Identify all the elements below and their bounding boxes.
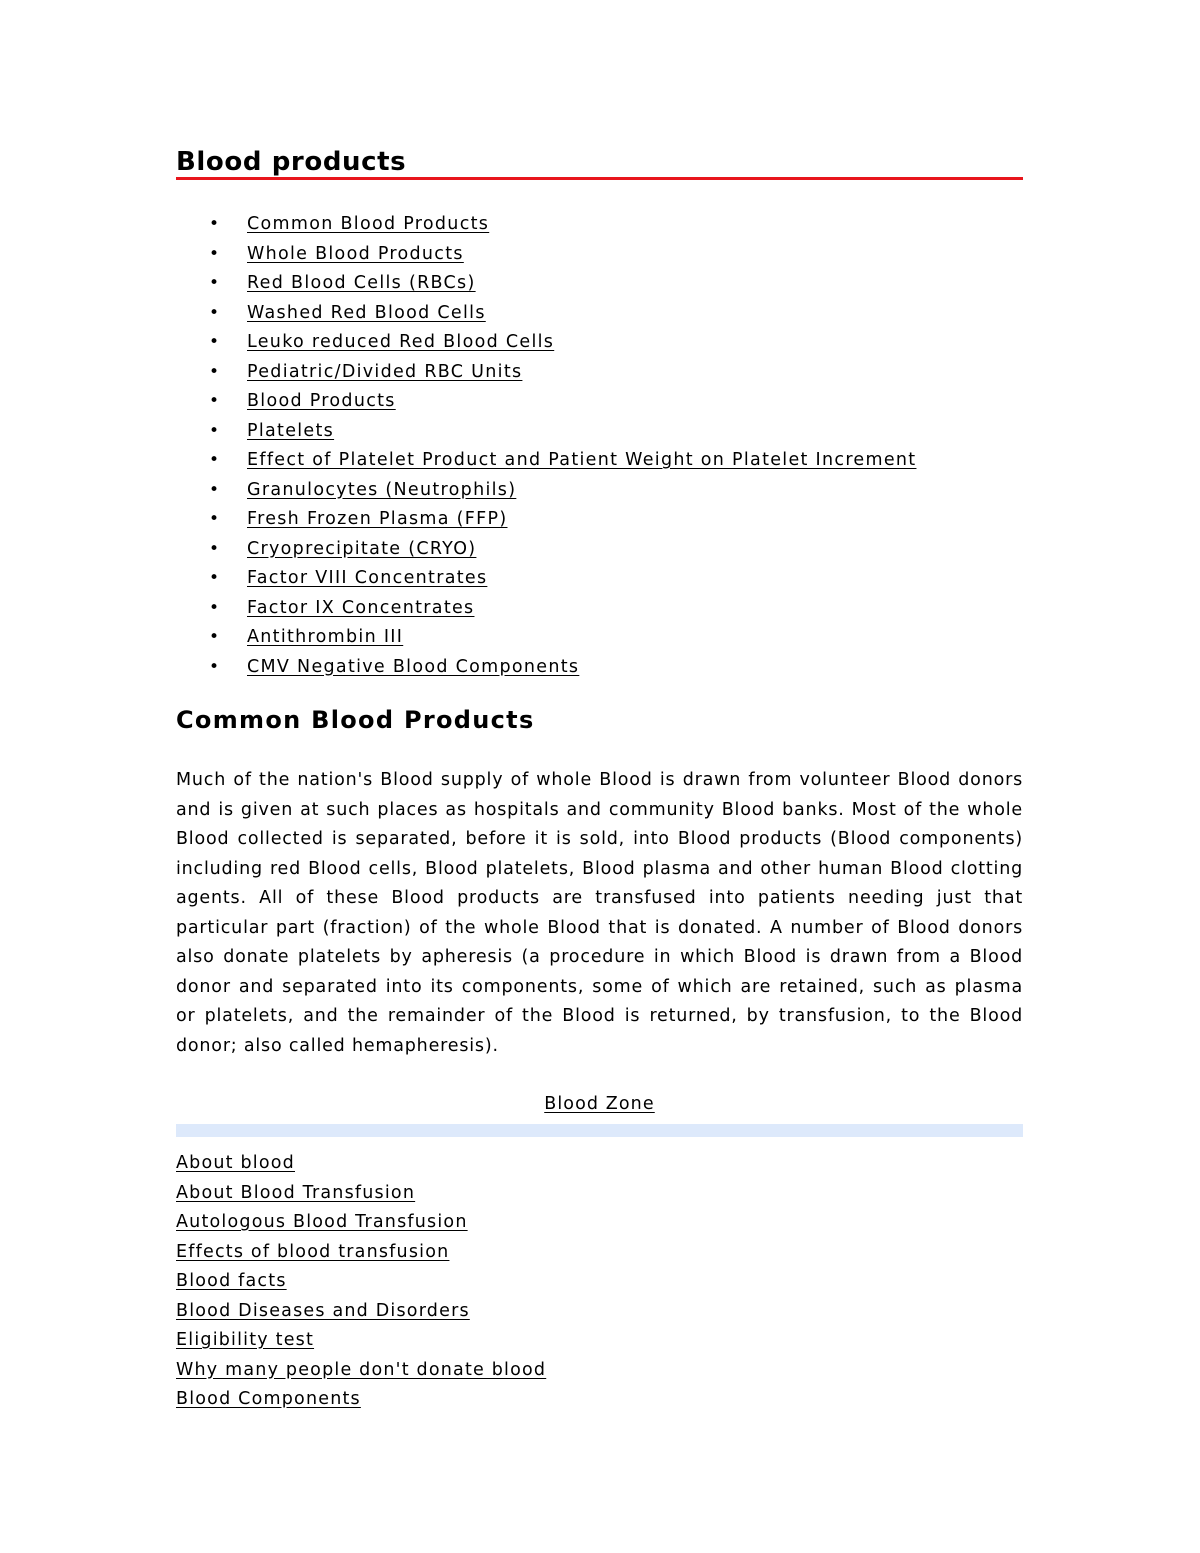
related-link-item	[176, 1149, 546, 1179]
related-link-item	[176, 1297, 546, 1327]
toc-link-common-blood-products[interactable]: Common Blood Products	[247, 214, 490, 234]
link-effects-of-transfusion[interactable]: Effects of blood transfusion	[176, 1241, 450, 1262]
section-title: Common Blood Products	[176, 706, 535, 734]
toc-link-granulocytes[interactable]: Granulocytes (Neutrophils)	[247, 479, 517, 500]
zone-divider-bar	[176, 1124, 1023, 1137]
bullet-icon: •	[209, 273, 221, 293]
blood-zone-link[interactable]: Blood Zone	[544, 1094, 655, 1114]
toc-link-pediatric-rbc-units[interactable]: Pediatric/Divided RBC Units	[247, 361, 523, 382]
section-body-paragraph: Much of the nation's Blood supply of whole Blood is drawn from volunteer Blood donors and is given at such places as hospitals and community Blood banks. Most of the whole Blood collected is separated, before it is sold, into Blood products (Blood components) including red Blood cells, Blood platelets, Blood plasma and other human Blood clotting agents. All of these Blood products are transfused into patients needing just that particular part (fraction) of the whole Blood that is donated. A number of Blood donors also donate platelets by apheresis (a procedure in which Blood is drawn from a Blood donor and separated into its components, some of which are retained, such as plasma or platelets, and the remainder of the Blood is returned, by transfusion, to the Blood donor; also called hemapheresis).	[176, 770, 1023, 1056]
bullet-icon: •	[209, 568, 221, 588]
bullet-icon: •	[209, 538, 221, 559]
toc-link-washed-red-blood-cells[interactable]: Washed Red Blood Cells	[247, 302, 486, 323]
toc-link-platelet-increment[interactable]: Effect of Platelet Product and Patient Weight on Platelet Increment	[247, 450, 917, 470]
related-link-item	[176, 1208, 546, 1238]
related-link-item	[176, 1267, 546, 1297]
related-link-item	[176, 1356, 546, 1386]
bullet-icon: •	[209, 656, 221, 677]
toc-link-antithrombin[interactable]: Antithrombin III	[247, 627, 404, 647]
toc-link-leuko-reduced-rbc[interactable]: Leuko reduced Red Blood Cells	[247, 332, 555, 352]
link-blood-facts[interactable]: Blood facts	[176, 1271, 287, 1291]
blood-zone-link-row	[176, 1090, 1023, 1120]
toc-link-whole-blood-products[interactable]: Whole Blood Products	[247, 243, 464, 264]
toc-link-red-blood-cells[interactable]: Red Blood Cells (RBCs)	[247, 273, 476, 293]
link-autologous-transfusion[interactable]: Autologous Blood Transfusion	[176, 1212, 468, 1232]
page-title: Blood products	[176, 147, 407, 177]
title-underline-rule	[176, 177, 1023, 180]
link-about-blood[interactable]: About blood	[176, 1153, 295, 1173]
toc-link-cmv-negative[interactable]: CMV Negative Blood Components	[247, 656, 580, 677]
bullet-icon: •	[209, 509, 221, 529]
link-about-blood-transfusion[interactable]: About Blood Transfusion	[176, 1182, 416, 1203]
bullet-icon: •	[209, 597, 221, 618]
related-links-list	[176, 1149, 546, 1415]
related-link-item	[176, 1385, 546, 1415]
bullet-icon: •	[209, 302, 221, 323]
bullet-icon: •	[209, 627, 221, 647]
link-why-not-donate[interactable]: Why many people don't donate blood	[176, 1359, 547, 1380]
bullet-icon: •	[209, 479, 221, 500]
related-link-item	[176, 1326, 546, 1356]
link-blood-components[interactable]: Blood Components	[176, 1389, 361, 1409]
toc-link-cryoprecipitate[interactable]: Cryoprecipitate (CRYO)	[247, 538, 477, 559]
toc-link-factor-viii[interactable]: Factor VIII Concentrates	[247, 568, 488, 588]
bullet-icon: •	[209, 214, 221, 234]
toc-link-platelets[interactable]: Platelets	[247, 420, 335, 441]
link-blood-diseases[interactable]: Blood Diseases and Disorders	[176, 1300, 470, 1321]
bullet-icon: •	[209, 420, 221, 441]
bullet-icon: •	[209, 361, 221, 382]
toc-link-factor-ix[interactable]: Factor IX Concentrates	[247, 597, 475, 618]
toc-link-fresh-frozen-plasma[interactable]: Fresh Frozen Plasma (FFP)	[247, 509, 508, 529]
bullet-icon: •	[209, 243, 221, 264]
link-eligibility-test[interactable]: Eligibility test	[176, 1330, 315, 1350]
bullet-icon: •	[209, 391, 221, 411]
bullet-icon: •	[209, 332, 221, 352]
bullet-icon: •	[209, 450, 221, 470]
toc-link-blood-products[interactable]: Blood Products	[247, 391, 396, 411]
related-link-item	[176, 1179, 546, 1209]
related-link-item	[176, 1238, 546, 1268]
